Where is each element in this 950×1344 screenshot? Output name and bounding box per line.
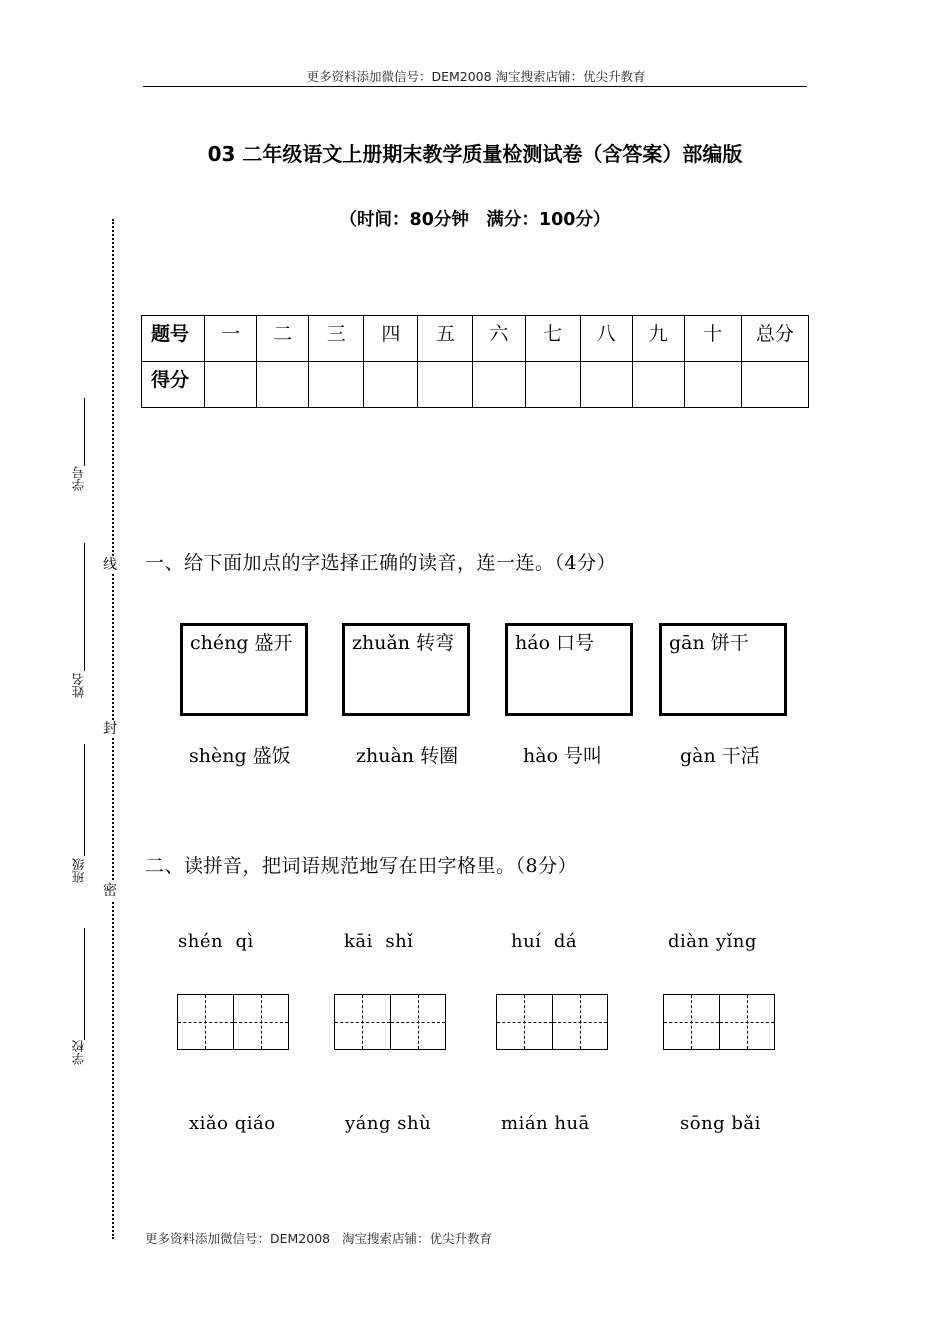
score-col-6: 六 (473, 316, 525, 362)
page-subtitle: （时间：80分钟 满分：100分） (339, 210, 611, 230)
reading-box-3[interactable]: háo 口号 (505, 623, 633, 716)
class-label: 班级 (71, 858, 86, 883)
score-col-10: 十 (684, 316, 741, 362)
pinyin-7: mián huā (501, 1113, 590, 1134)
reading-option-2[interactable]: zhuàn 转圈 (356, 745, 459, 767)
name-label: 姓名 (71, 673, 86, 698)
pinyin-6: yáng shù (345, 1113, 432, 1134)
footer-note: 更多资料添加微信号：DEM2008 淘宝搜索店铺：优尖升教育 (145, 1231, 493, 1246)
pinyin-5: xiǎo qiáo (189, 1113, 276, 1134)
school-label: 学校 (71, 1040, 86, 1065)
score-cell[interactable] (205, 362, 257, 408)
score-cell[interactable] (525, 362, 580, 408)
score-table-score-row (142, 362, 809, 408)
tianzige-grid-1[interactable] (177, 994, 289, 1050)
score-cell[interactable] (473, 362, 525, 408)
pinyin-1: shén qì (178, 931, 254, 952)
header-rule (143, 86, 807, 87)
pinyin-8: sōng bǎi (680, 1113, 761, 1134)
score-table (141, 315, 809, 408)
score-cell[interactable] (632, 362, 684, 408)
score-col-total: 总分 (741, 316, 808, 362)
tianzige-cell[interactable] (553, 995, 608, 1049)
score-col-2: 二 (257, 316, 309, 362)
tianzige-grid-2[interactable] (334, 994, 446, 1050)
tianzige-cell[interactable] (234, 995, 289, 1049)
tianzige-grid-3[interactable] (496, 994, 608, 1050)
section2-title: 二、读拼音，把词语规范地写在田字格里。（8分） (145, 855, 578, 877)
tianzige-cell[interactable] (497, 995, 553, 1049)
pinyin-4: diàn yǐng (668, 931, 757, 952)
pinyin-2: kāi shǐ (344, 931, 414, 952)
score-cell[interactable] (741, 362, 808, 408)
score-col-5: 五 (418, 316, 473, 362)
section1-title: 一、给下面加点的字选择正确的读音，连一连。（4分） (145, 552, 617, 574)
pinyin-3: huí dá (511, 931, 578, 952)
score-cell[interactable] (418, 362, 473, 408)
tianzige-cell[interactable] (391, 995, 446, 1049)
name-blank[interactable] (84, 543, 85, 671)
score-col-7: 七 (525, 316, 580, 362)
score-table-row1-label: 题号 (142, 316, 205, 362)
score-cell[interactable] (364, 362, 418, 408)
score-table-header-row (142, 316, 809, 362)
school-blank[interactable] (84, 928, 85, 1040)
header-note: 更多资料添加微信号：DEM2008 淘宝搜索店铺：优尖升教育 (306, 69, 646, 84)
reading-box-1[interactable]: chéng 盛开 (180, 623, 308, 716)
score-cell[interactable] (580, 362, 632, 408)
score-col-9: 九 (632, 316, 684, 362)
tianzige-cell[interactable] (720, 995, 775, 1049)
reading-option-1[interactable]: shèng 盛饭 (189, 745, 291, 767)
score-cell[interactable] (684, 362, 741, 408)
score-table-row2-label: 得分 (142, 362, 205, 408)
score-cell[interactable] (309, 362, 364, 408)
seal-char-feng: 封 (103, 721, 117, 737)
reading-box-4[interactable]: gān 饼干 (659, 623, 787, 716)
score-col-1: 一 (205, 316, 257, 362)
tianzige-cell[interactable] (664, 995, 720, 1049)
reading-option-4[interactable]: gàn 干活 (680, 745, 760, 767)
class-blank[interactable] (84, 744, 85, 856)
student-id-label: 学号 (71, 466, 86, 491)
tianzige-grid-4[interactable] (663, 994, 775, 1050)
student-id-blank[interactable] (84, 398, 85, 466)
score-cell[interactable] (257, 362, 309, 408)
page-title: 03 二年级语文上册期末教学质量检测试卷（含答案）部编版 (207, 142, 743, 166)
reading-option-3[interactable]: hào 号叫 (523, 745, 603, 767)
seal-char-mi: 密 (103, 883, 117, 899)
score-col-8: 八 (580, 316, 632, 362)
tianzige-cell[interactable] (335, 995, 391, 1049)
seal-char-xian: 线 (103, 557, 117, 573)
tianzige-cell[interactable] (178, 995, 234, 1049)
reading-box-2[interactable]: zhuǎn 转弯 (342, 623, 470, 716)
score-col-3: 三 (309, 316, 364, 362)
score-col-4: 四 (364, 316, 418, 362)
